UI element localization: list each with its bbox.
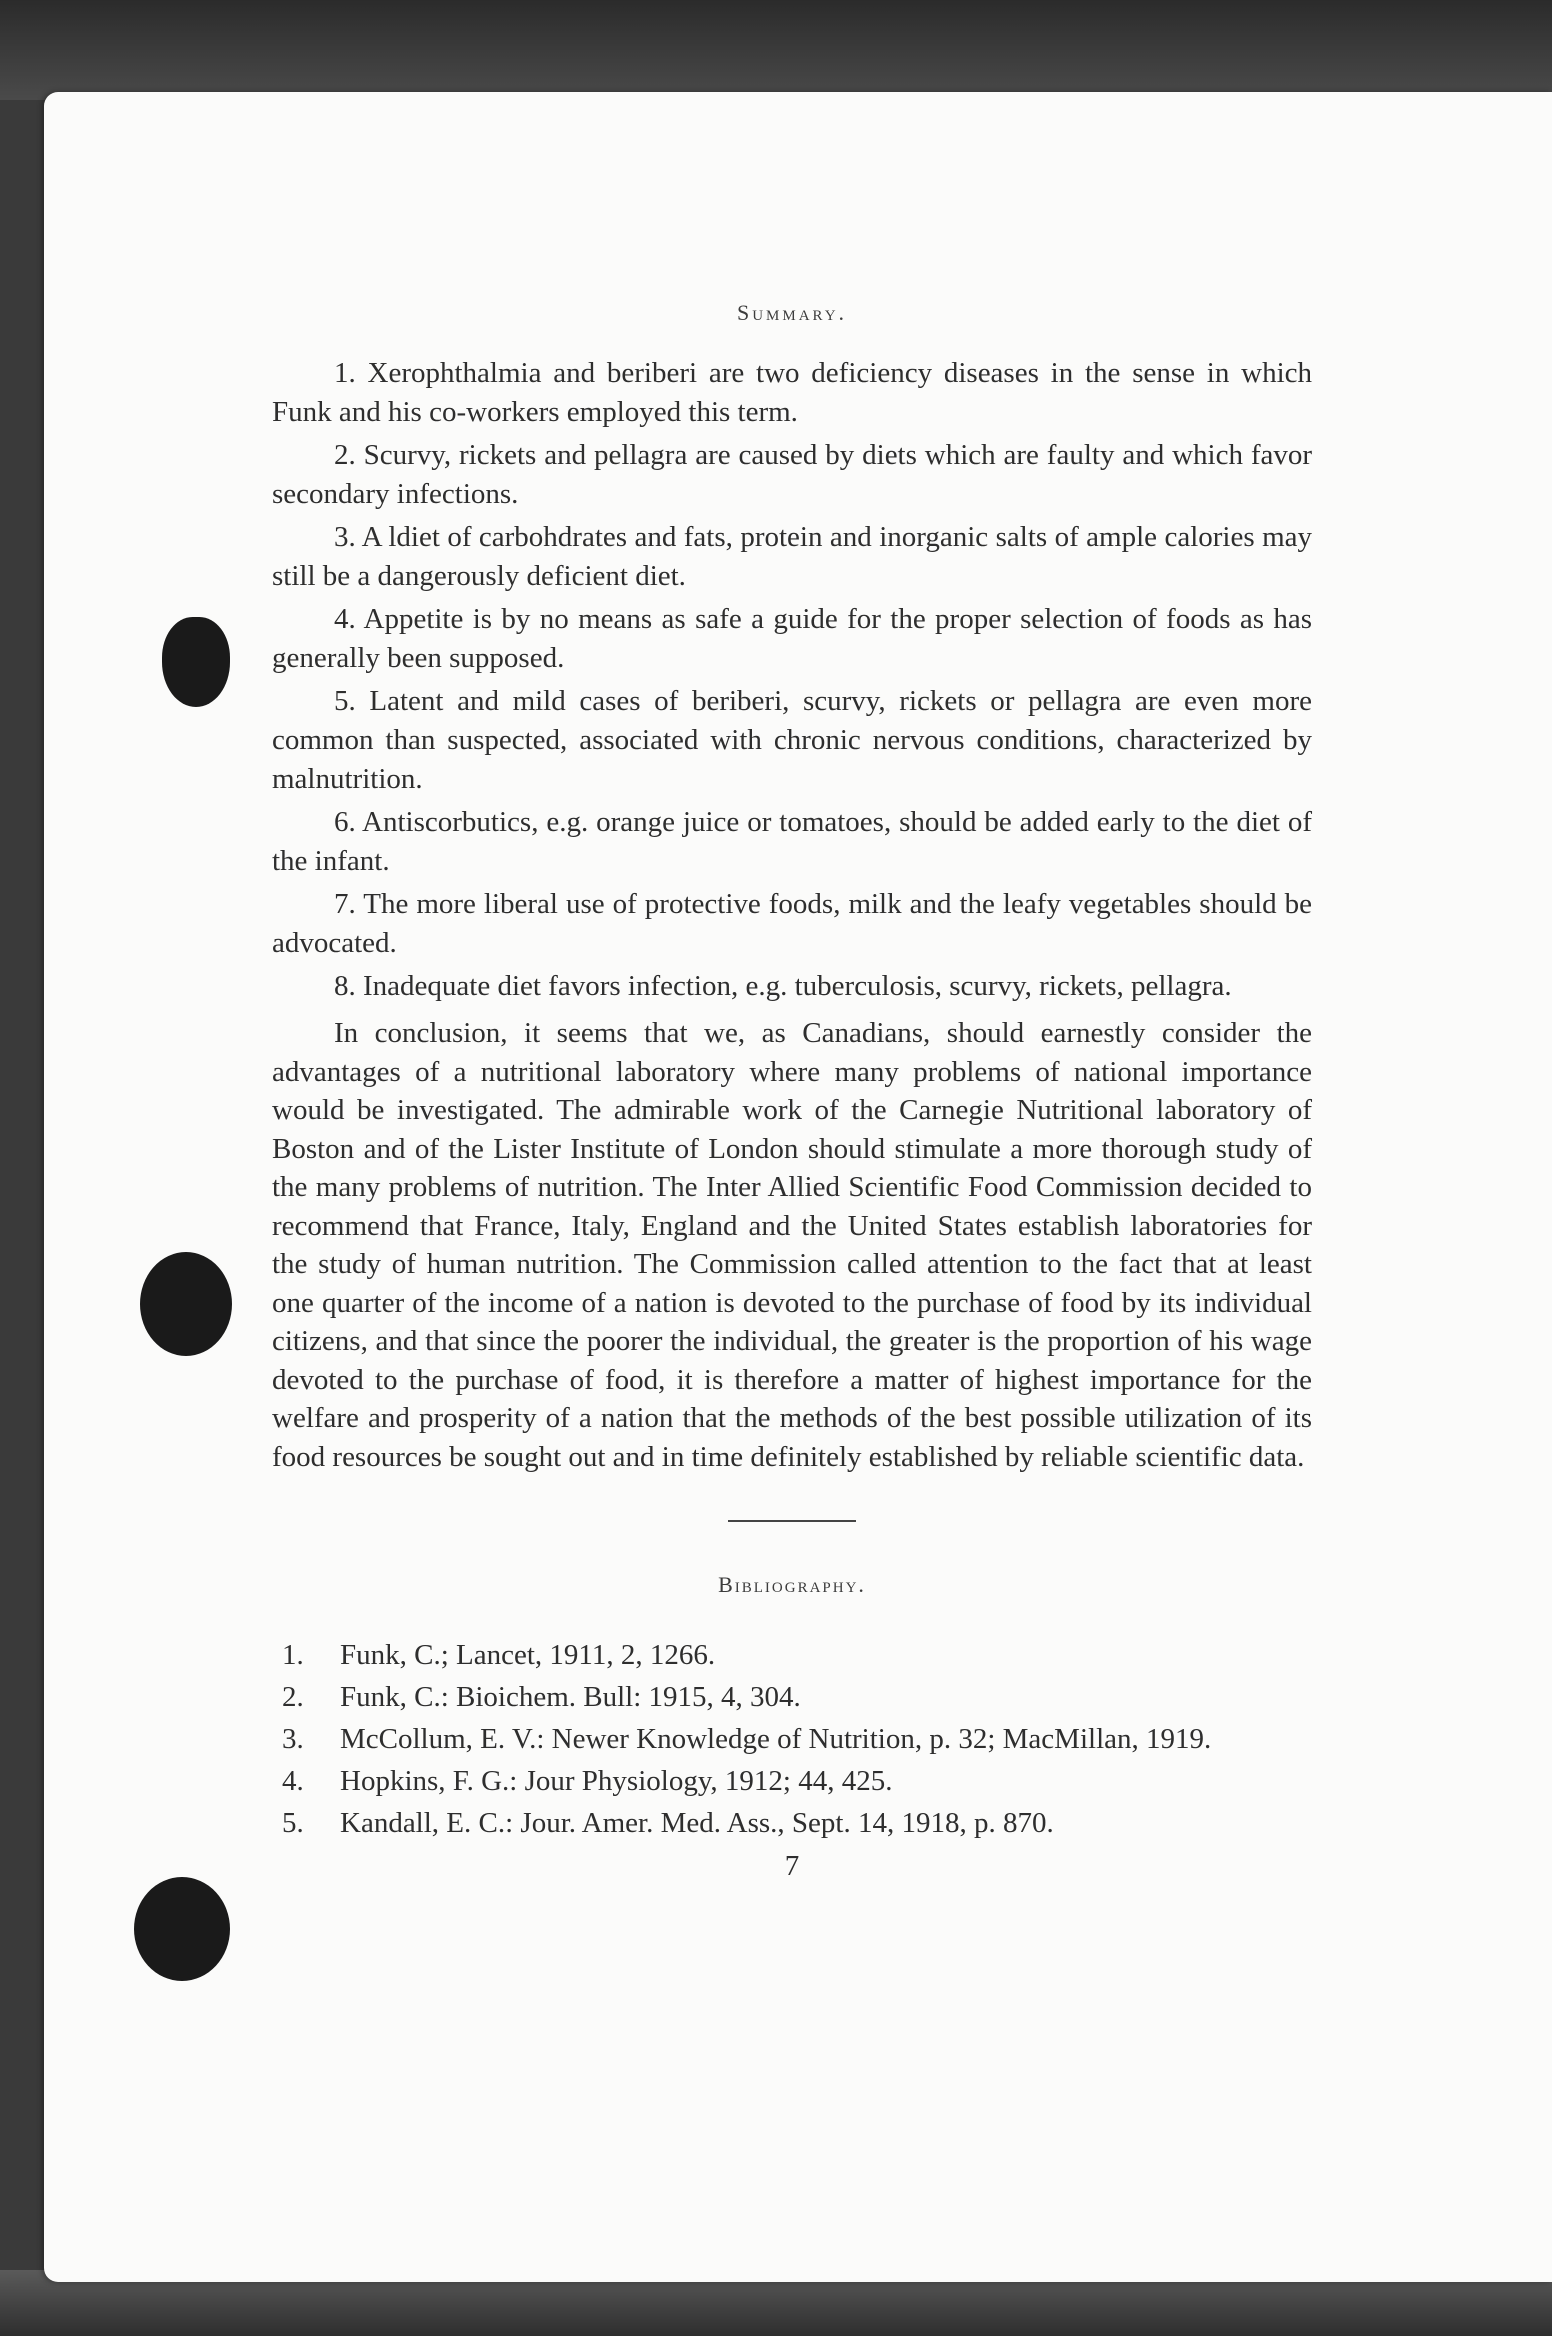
conclusion-paragraph: In conclusion, it seems that we, as Canadians, should earnestly consider the advantages of a nutritional laboratory where many problems of national importance would be investigated. The admirable work of the Carnegie Nutritional laboratory of Boston and of the Lister Institute of London should stimulate a more thorough study of the many problems of nutrition. The Inter Allied Scientific Food Commission decided to recommend that France, Italy, England and the United States establish laboratories for the study of human nutrition. The Commission called attention to the fact that at least one quarter of the income of a nation is devoted to the purchase of food by its individual citizens, and that since the poorer the individual, the greater is the proportion of his wage devoted to the purchase of food, it is therefore a matter of highest importance for the welfare and prosperity of a nation that the methods of the best possible utilization of its food resources be sought out and in time definitely established by reliable scientific data. <box>272 1017 1312 1473</box>
summary-item-3: 3. A ldiet of carbohdrates and fats, protein and inorganic salts of ample calories may still be a dangerously deficient diet. <box>272 521 1312 592</box>
bibliography-entry <box>272 1762 1312 1800</box>
page-number: 7 <box>784 1850 800 1882</box>
bibliography-list <box>272 1636 1312 1842</box>
bibliography-text: Funk, C.: Bioichem. Bull: 1915, 4, 304. <box>340 1681 801 1713</box>
page-content <box>272 300 1312 1883</box>
summary-item-2: 2. Scurvy, rickets and pellagra are caused by diets which are faulty and which favor secondary infections. <box>272 439 1312 510</box>
section-divider <box>728 1520 856 1522</box>
summary-heading: Summary. <box>736 300 848 325</box>
punch-hole <box>140 1252 232 1356</box>
bibliography-entry <box>272 1636 1312 1674</box>
summary-item-5: 5. Latent and mild cases of beriberi, scurvy, rickets or pellagra are even more common than suspected, associated with chronic nervous conditions, characterized by malnutrition. <box>272 685 1312 795</box>
bibliography-entry <box>272 1804 1312 1842</box>
summary-item-4: 4. Appetite is by no means as safe a guide for the proper selection of foods as has generally been supposed. <box>272 603 1312 674</box>
punch-hole <box>134 1877 230 1981</box>
bibliography-entry <box>272 1720 1312 1758</box>
summary-item-7: 7. The more liberal use of protective foods, milk and the leafy vegetables should be advocated. <box>272 888 1312 959</box>
bibliography-text: Hopkins, F. G.: Jour Physiology, 1912; 44, 425. <box>340 1765 893 1797</box>
punch-hole <box>162 617 230 707</box>
bibliography-number: 1. <box>282 1639 304 1671</box>
bibliography-text: Kandall, E. C.: Jour. Amer. Med. Ass., Sept. 14, 1918, p. 870. <box>340 1807 1054 1839</box>
bibliography-text: McCollum, E. V.: Newer Knowledge of Nutrition, p. 32; MacMillan, 1919. <box>340 1723 1212 1755</box>
bibliography-heading: Bibliography. <box>718 1572 866 1597</box>
bibliography-number: 5. <box>282 1807 304 1839</box>
summary-item-8: 8. Inadequate diet favors infection, e.g. tuberculosis, scurvy, rickets, pellagra. <box>334 970 1232 1002</box>
bibliography-number: 2. <box>282 1681 304 1713</box>
scan-border-top <box>0 0 1552 100</box>
summary-item-6: 6. Antiscorbutics, e.g. orange juice or tomatoes, should be added early to the diet of the infant. <box>272 806 1312 877</box>
bibliography-text: Funk, C.; Lancet, 1911, 2, 1266. <box>340 1639 716 1671</box>
summary-item-1: 1. Xerophthalmia and beriberi are two deficiency diseases in the sense in which Funk and his co-workers employed this term. <box>272 357 1312 428</box>
bibliography-entry <box>272 1678 1312 1716</box>
bibliography-number: 4. <box>282 1765 304 1797</box>
bibliography-number: 3. <box>282 1723 304 1755</box>
